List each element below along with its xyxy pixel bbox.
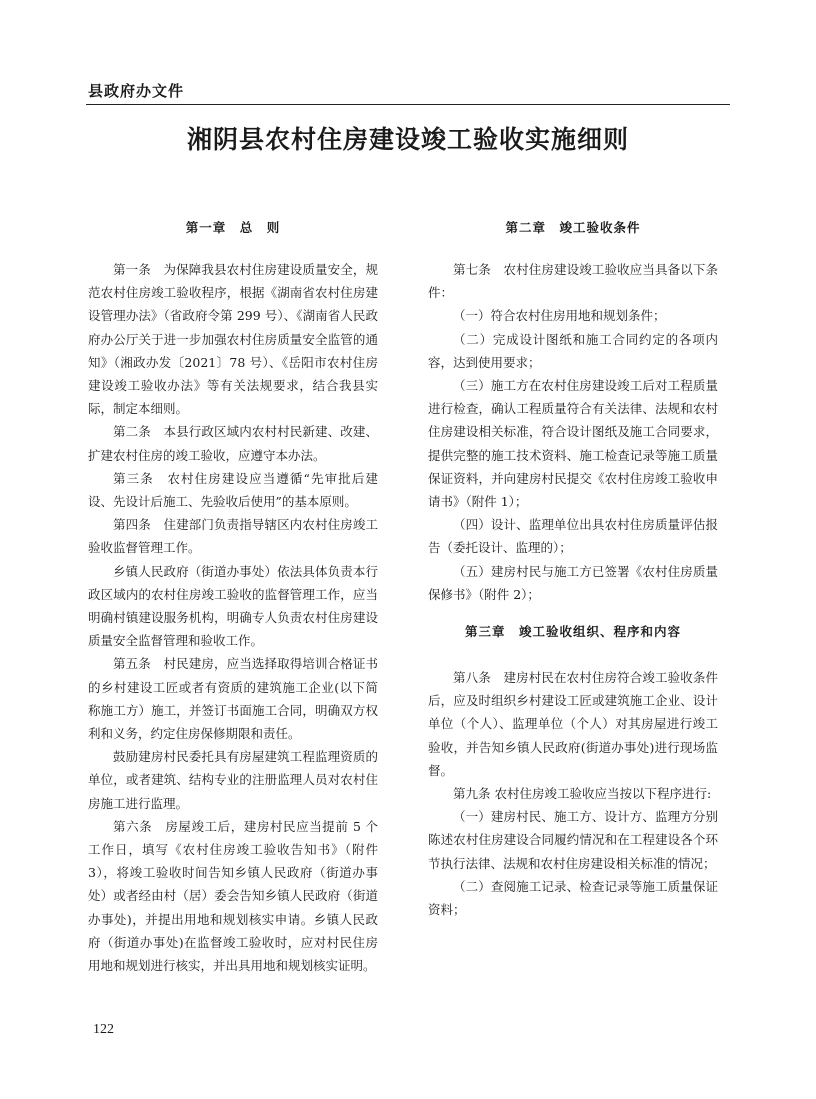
article-paragraph: 鼓励建房村民委托具有房屋建筑工程监理资质的单位，或者建筑、结构专业的注册监理人员对农村住房施工进行监理。 xyxy=(88,749,378,811)
article-paragraph: 第一条 为保障我县农村住房建设质量安全，规范农村住房竣工验收程序，根据《湖南省农村住房建设管理办法》（省政府令第 299 号）、《湖南省人民政府办公厅关于进一步加强农村住房质量安全监管的通知》（湘政办发〔2021〕78 号）、《岳阳市农村住房建设竣工验收办法》等有关法规要求，结合我县实际，制定本细则。 xyxy=(88,262,378,417)
article-paragraph: （二）查阅施工记录、检查记录等施工质量保证资料； xyxy=(428,878,718,918)
article-paragraph: 第八条 建房村民在农村住房符合竣工验收条件后，应及时组织乡村建设工匠或建筑施工企业、设计单位（个人）、监理单位（个人）对其房屋进行竣工验收，并告知乡镇人民政府(街道办事处)进行现场监督。 xyxy=(428,670,718,778)
article-paragraph: 第九条 农村住房竣工验收应当按以下程序进行: xyxy=(453,786,712,802)
page-number: 122 xyxy=(93,1022,114,1037)
chapter-heading: 第二章 竣工验收条件 xyxy=(505,220,641,235)
chapter-heading: 第一章 总 则 xyxy=(185,220,281,235)
header-rule xyxy=(86,104,730,105)
article-paragraph: （五）建房村民与施工方已签署《农村住房质量保修书》（附件 2）； xyxy=(428,563,718,602)
right-column xyxy=(428,210,718,921)
article-paragraph: 第二条 本县行政区域内农村村民新建、改建、扩建农村住房的竣工验收，应遵守本办法。 xyxy=(88,424,378,463)
chapter-heading: 第三章 竣工验收组织、程序和内容 xyxy=(464,624,681,640)
article-paragraph: 第五条 村民建房，应当选择取得培训合格证书的乡村建设工匠或者有资质的建筑施工企业(以下简称施工方）施工，并签订书面施工合同，明确双方权利和义务，约定住房保修期限和责任。 xyxy=(88,656,378,742)
document-title: 湘阴县农村住房建设竣工验收实施细则 xyxy=(186,125,629,154)
article-paragraph: （二）完成设计图纸和施工合同约定的各项内容，达到使用要求； xyxy=(428,331,718,370)
article-paragraph: 第六条 房屋竣工后，建房村民应当提前 5 个工作日，填写《农村住房竣工验收告知书》（附件 3），将竣工验收时间告知乡镇人民政府（街道办事处）或者经由村（居）委会告知乡镇人民政府（街道办事处)，并提出用地和规划核实申请。乡镇人民政府（街道办事处)在监督竣工验收时，应对村民住房用地和规划进行核实，并出具用地和规划核实证明。 xyxy=(88,818,378,974)
article-paragraph: （三）施工方在农村住房建设竣工后对工程质量进行检查，确认工程质量符合有关法律、法规和农村住房建设相关标准，符合设计图纸及施工合同要求，提供完整的施工技术资料、施工检查记录等施工质量保证资料，并向建房村民提交《农村住房竣工验收申请书》（附件 1）； xyxy=(428,378,718,510)
left-column xyxy=(88,210,378,977)
article-paragraph: 乡镇人民政府（街道办事处）依法具体负责本行政区域内的农村住房竣工验收的监督管理工作，应当明确村镇建设服务机构，明确专人负责农村住房建设质量安全监督管理和验收工作。 xyxy=(88,563,378,649)
article-paragraph: 第七条 农村住房建设竣工验收应当具备以下条件： xyxy=(428,262,718,301)
article-paragraph: 第四条 住建部门负责指导辖区内农村住房竣工验收监督管理工作。 xyxy=(88,517,378,556)
section-label: 县政府办文件 xyxy=(88,82,185,100)
article-paragraph: （四）设计、监理单位出具农村住房质量评估报告（委托设计、监理的）； xyxy=(428,517,718,556)
article-paragraph: （一）符合农村住房用地和规划条件； xyxy=(453,308,666,324)
article-paragraph: （一）建房村民、施工方、设计方、监理方分别陈述农村住房建设合同履约情况和在工程建设各个环节执行法律、法规和农村住房建设相关标准的情况； xyxy=(428,809,718,871)
article-paragraph: 第三条 农村住房建设应当遵循“先审批后建设、先设计后施工、先验收后使用”的基本原则。 xyxy=(88,470,378,510)
